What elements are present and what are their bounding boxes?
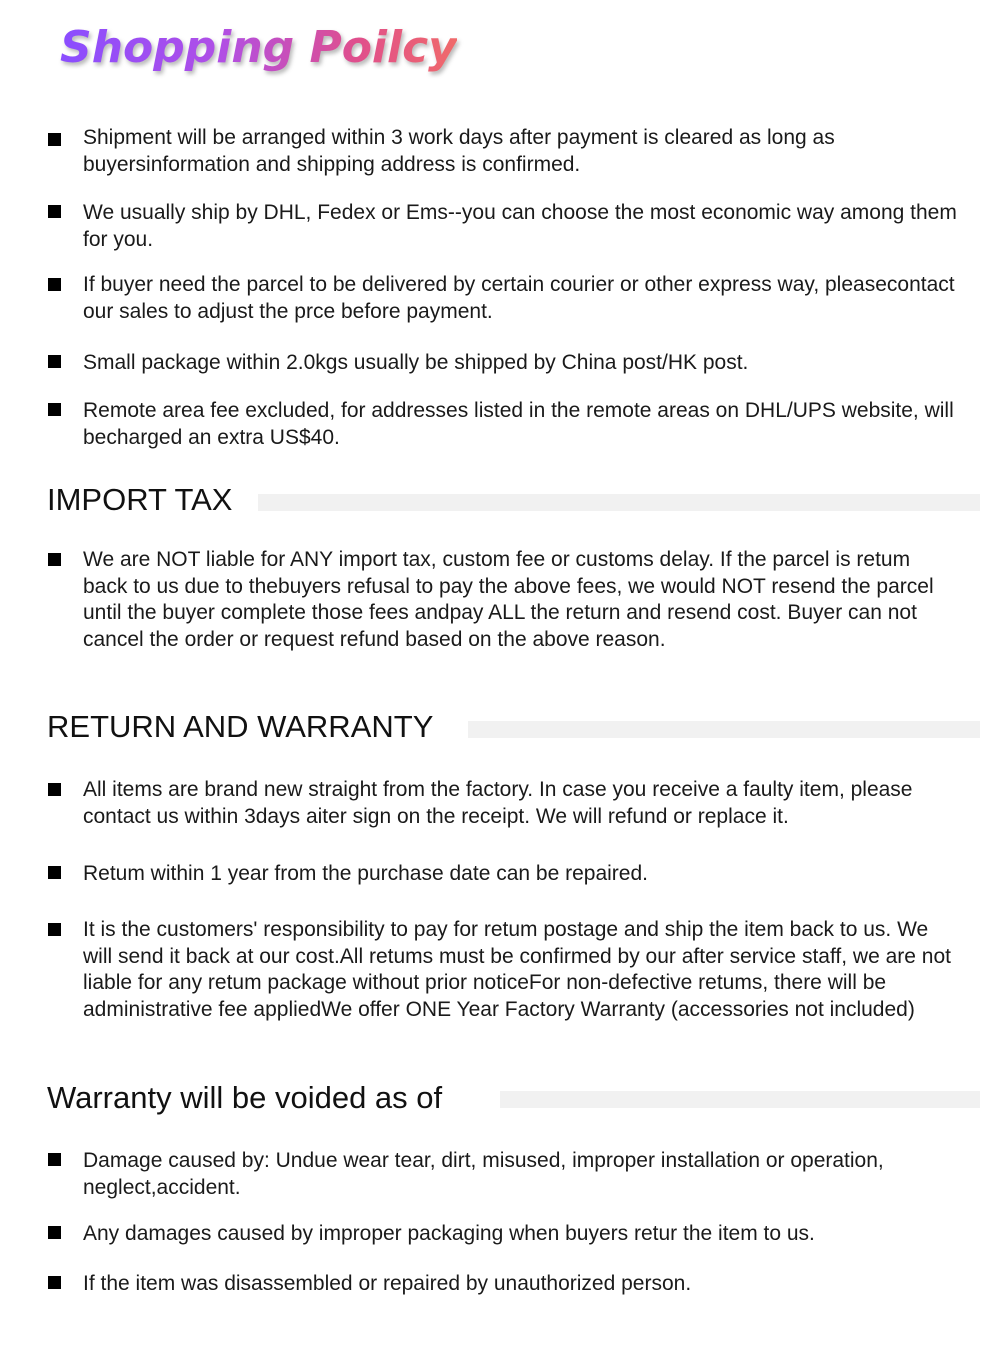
bullet-square-icon — [48, 923, 61, 936]
list-item-shipping-4 — [48, 350, 958, 377]
list-item-shipping-3 — [48, 272, 958, 325]
list-item-text: If buyer need the parcel to be delivered by certain courier or other express way, pleasecontact our sales to adjust the prce before payment. — [83, 273, 955, 323]
bullet-square-icon — [48, 553, 61, 566]
bullet-square-icon — [48, 355, 61, 368]
list-item-text: Any damages caused by improper packaging when buyers retur the item to us. — [83, 1222, 815, 1245]
bullet-square-icon — [48, 1153, 61, 1166]
bullet-square-icon — [48, 205, 61, 218]
list-item-text: Remote area fee excluded, for addresses listed in the remote areas on DHL/UPS website, will becharged an extra US$40. — [83, 399, 954, 449]
section-heading-return-warranty: RETURN AND WARRANTY — [47, 709, 434, 744]
heading-divider — [468, 721, 980, 738]
list-item-return-1 — [48, 777, 958, 830]
list-item-text: All items are brand new straight from the factory. In case you receive a faulty item, please contact us within 3days aiter sign on the receipt. We will refund or replace it. — [83, 778, 913, 828]
list-item-import-tax-1 — [48, 547, 958, 653]
list-item-void-1 — [48, 1148, 958, 1201]
list-item-void-3 — [48, 1271, 958, 1298]
heading-divider — [258, 494, 980, 511]
list-item-void-2 — [48, 1221, 958, 1248]
list-item-text: Small package within 2.0kgs usually be shipped by China post/HK post. — [83, 351, 749, 374]
page-title: Shopping Poilcy — [60, 22, 457, 73]
heading-divider — [500, 1091, 980, 1108]
list-item-text: Shipment will be arranged within 3 work days after payment is cleared as long as buyersinformation and shipping address is confirmed. — [83, 126, 835, 176]
bullet-square-icon — [48, 1276, 61, 1289]
bullet-square-icon — [48, 783, 61, 796]
list-item-text: Damage caused by: Undue wear tear, dirt, misused, improper installation or operation, neglect,accident. — [83, 1149, 884, 1199]
bullet-square-icon — [48, 133, 61, 146]
section-heading-warranty-void: Warranty will be voided as of — [47, 1080, 443, 1115]
list-item-text: It is the customers' responsibility to pay for retum postage and ship the item back to us. We will send it back at our cost.All retums must be confirmed by our after service staff, we are not liable for any retum package without prior noticeFor non-defective retums, there will be administrative fee appliedWe offer ONE Year Factory Warranty (accessories not included) — [83, 918, 951, 1021]
list-item-return-2 — [48, 861, 958, 888]
list-item-shipping-1 — [48, 125, 958, 178]
list-item-shipping-5 — [48, 398, 958, 451]
list-item-text: If the item was disassembled or repaired by unauthorized person. — [83, 1272, 692, 1295]
list-item-text: We are NOT liable for ANY import tax, custom fee or customs delay. If the parcel is retum back to us due to thebuyers refusal to pay the above fees, we would NOT resend the parcel until the buyer complete those fees andpay ALL the return and resend cost. Buyer can not cancel the order or request refund based on the above reason. — [83, 548, 934, 651]
list-item-return-3 — [48, 917, 958, 1023]
list-item-text: Retum within 1 year from the purchase date can be repaired. — [83, 862, 648, 885]
bullet-square-icon — [48, 866, 61, 879]
bullet-square-icon — [48, 278, 61, 291]
list-item-text: We usually ship by DHL, Fedex or Ems--you can choose the most economic way among them for you. — [83, 201, 957, 251]
list-item-shipping-2 — [48, 200, 958, 253]
section-heading-import-tax: IMPORT TAX — [47, 482, 233, 517]
bullet-square-icon — [48, 1226, 61, 1239]
bullet-square-icon — [48, 403, 61, 416]
